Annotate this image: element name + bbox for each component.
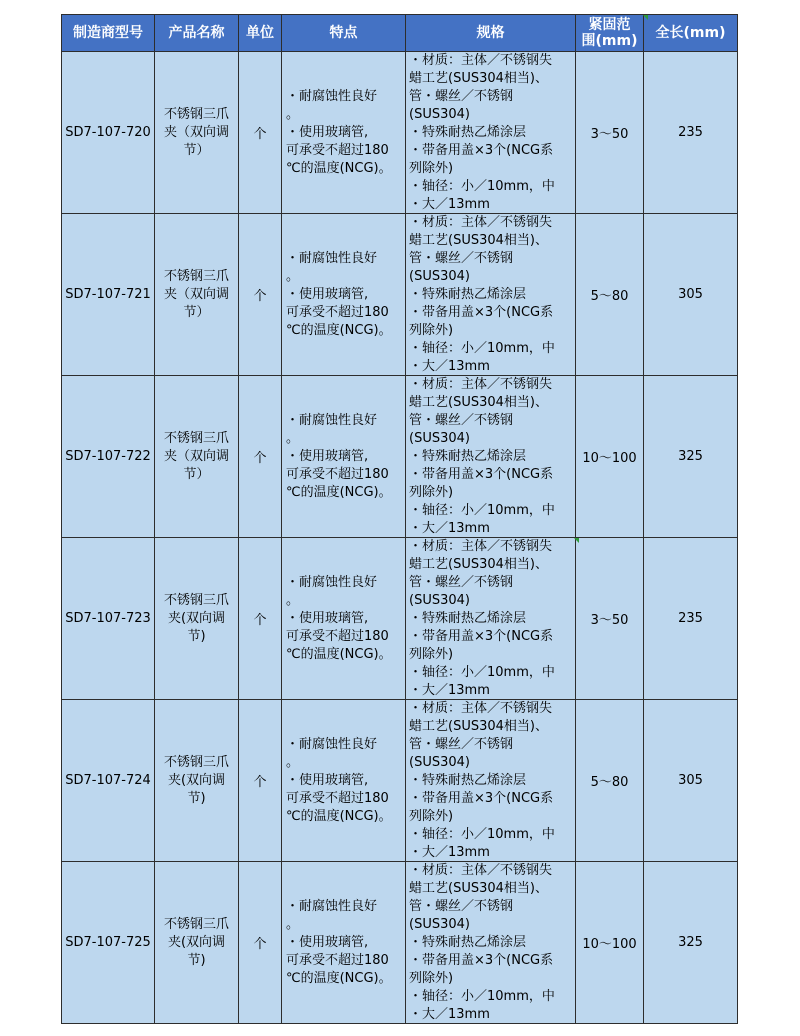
- table-row: [62, 52, 738, 214]
- spec-line: ・特殊耐热乙烯涂层: [409, 935, 527, 950]
- spec-line: 蜡工艺(SUS304相当)、: [409, 557, 548, 572]
- cell-unit: 个: [239, 700, 282, 862]
- cell-product-name: [155, 52, 239, 214]
- product-name-line: 节）: [183, 142, 210, 158]
- product-name-line: 夹(双向调: [167, 934, 226, 950]
- spec-line: ・特殊耐热乙烯涂层: [409, 287, 527, 302]
- table-row: [62, 538, 738, 700]
- spec-line: ・材质：主体／不锈钢失: [409, 215, 553, 230]
- product-name-line: 节): [187, 790, 206, 806]
- product-table: [61, 14, 738, 1024]
- comment-indicator-header: [643, 15, 648, 20]
- feature-line: 可承受不超过180: [286, 952, 389, 968]
- spec-line: (SUS304): [409, 917, 470, 932]
- header-clamp-range-line-1: 紧固范: [588, 17, 631, 33]
- spec-text: [409, 376, 575, 537]
- feature-line: 。: [286, 268, 300, 284]
- spec-line: ・带备用盖×3个(NCG系: [409, 791, 554, 806]
- header-specs: 规格: [406, 15, 576, 52]
- feature-line: 可承受不超过180: [286, 628, 389, 644]
- spec-line: 列除外): [409, 971, 454, 986]
- cell-specs: [406, 862, 576, 1024]
- feature-line: 。: [286, 106, 300, 122]
- product-name-line: 节): [187, 952, 206, 968]
- spec-line: ・材质：主体／不锈钢失: [409, 539, 553, 554]
- spec-line: ・轴径：小／10mm，中: [409, 989, 555, 1004]
- spec-line: ・特殊耐热乙烯涂层: [409, 125, 527, 140]
- feature-line: ・耐腐蚀性良好: [286, 574, 378, 590]
- cell-product-name: [155, 538, 239, 700]
- spec-line: 蜡工艺(SUS304相当)、: [409, 233, 548, 248]
- header-clamp-range-line-2: 围(mm): [581, 33, 638, 49]
- table-row: [62, 862, 738, 1024]
- spec-text: [409, 700, 575, 861]
- feature-line: ・使用玻璃管,: [286, 124, 369, 140]
- cell-unit: 个: [239, 376, 282, 538]
- spec-line: 蜡工艺(SUS304相当)、: [409, 719, 548, 734]
- spec-line: ・轴径：小／10mm，中: [409, 503, 555, 518]
- feature-line: ℃的温度(NCG)。: [286, 808, 392, 824]
- spec-line: ・材质：主体／不锈钢失: [409, 863, 553, 878]
- product-name-line: 不锈钢三爪: [163, 916, 229, 932]
- cell-clamp-range: 10～100: [576, 862, 644, 1024]
- spec-line: (SUS304): [409, 431, 470, 446]
- header-features: 特点: [282, 15, 406, 52]
- cell-model: SD7-107-721: [62, 214, 155, 376]
- spec-line: ・大／13mm: [409, 197, 490, 212]
- spec-text: [409, 862, 575, 1023]
- product-name-line: 不锈钢三爪: [163, 754, 229, 770]
- cell-product-name: [155, 376, 239, 538]
- spec-line: 蜡工艺(SUS304相当)、: [409, 881, 548, 896]
- spec-text: [409, 52, 575, 213]
- cell-total-length: 305: [644, 214, 738, 376]
- cell-specs: [406, 376, 576, 538]
- product-name-line: 夹(双向调: [167, 772, 226, 788]
- cell-features: [282, 376, 406, 538]
- table-row: [62, 700, 738, 862]
- spec-line: 蜡工艺(SUS304相当)、: [409, 71, 548, 86]
- cell-specs: [406, 538, 576, 700]
- spec-line: ・大／13mm: [409, 683, 490, 698]
- cell-total-length: 235: [644, 538, 738, 700]
- spec-line: 管・螺丝／不锈钢: [409, 413, 514, 428]
- header-row: [62, 15, 738, 52]
- cell-total-length: 305: [644, 700, 738, 862]
- feature-line: ℃的温度(NCG)。: [286, 970, 392, 986]
- spec-line: ・大／13mm: [409, 1007, 490, 1022]
- feature-line: ・使用玻璃管,: [286, 772, 369, 788]
- spec-line: 管・螺丝／不锈钢: [409, 899, 514, 914]
- feature-line: 可承受不超过180: [286, 304, 389, 320]
- spec-line: (SUS304): [409, 755, 470, 770]
- spec-line: ・带备用盖×3个(NCG系: [409, 629, 554, 644]
- feature-line: ・耐腐蚀性良好: [286, 88, 378, 104]
- product-name-line: 不锈钢三爪: [163, 430, 229, 446]
- spec-line: 蜡工艺(SUS304相当)、: [409, 395, 548, 410]
- product-name-line: 节）: [183, 304, 210, 320]
- cell-product-name: [155, 214, 239, 376]
- header-clamp-range: [576, 15, 644, 52]
- comment-indicator-cell: [574, 538, 579, 543]
- cell-features: [282, 700, 406, 862]
- cell-unit: 个: [239, 538, 282, 700]
- cell-unit: 个: [239, 862, 282, 1024]
- spec-line: (SUS304): [409, 593, 470, 608]
- cell-specs: [406, 700, 576, 862]
- cell-product-name: [155, 700, 239, 862]
- spec-line: ・带备用盖×3个(NCG系: [409, 305, 554, 320]
- spec-line: 列除外): [409, 323, 454, 338]
- cell-total-length: 325: [644, 862, 738, 1024]
- product-name-line: 节): [187, 628, 206, 644]
- product-name-line: 不锈钢三爪: [163, 592, 229, 608]
- spec-line: ・大／13mm: [409, 845, 490, 860]
- cell-model: SD7-107-723: [62, 538, 155, 700]
- feature-line: ℃的温度(NCG)。: [286, 160, 392, 176]
- cell-model: SD7-107-722: [62, 376, 155, 538]
- spec-line: ・带备用盖×3个(NCG系: [409, 143, 554, 158]
- feature-line: ・耐腐蚀性良好: [286, 250, 378, 266]
- spec-line: 管・螺丝／不锈钢: [409, 737, 514, 752]
- spec-line: ・大／13mm: [409, 521, 490, 536]
- product-name-line: 夹（双向调: [163, 124, 229, 140]
- spec-line: ・带备用盖×3个(NCG系: [409, 467, 554, 482]
- cell-features: [282, 862, 406, 1024]
- cell-model: SD7-107-725: [62, 862, 155, 1024]
- cell-specs: [406, 52, 576, 214]
- cell-total-length: 325: [644, 376, 738, 538]
- feature-line: 可承受不超过180: [286, 790, 389, 806]
- product-name-line: 不锈钢三爪: [163, 268, 229, 284]
- spec-line: 管・螺丝／不锈钢: [409, 89, 514, 104]
- feature-line: 。: [286, 592, 300, 608]
- table-row: [62, 376, 738, 538]
- feature-line: 。: [286, 430, 300, 446]
- feature-line: 可承受不超过180: [286, 142, 389, 158]
- cell-features: [282, 538, 406, 700]
- spec-line: 管・螺丝／不锈钢: [409, 575, 514, 590]
- cell-clamp-range: 3～50: [576, 52, 644, 214]
- spec-line: ・特殊耐热乙烯涂层: [409, 611, 527, 626]
- product-name-line: 夹（双向调: [163, 286, 229, 302]
- spec-line: ・轴径：小／10mm，中: [409, 665, 555, 680]
- spec-line: 列除外): [409, 809, 454, 824]
- feature-line: ・耐腐蚀性良好: [286, 898, 378, 914]
- header-total-length: 全长(mm): [644, 15, 738, 52]
- feature-line: 可承受不超过180: [286, 466, 389, 482]
- cell-model: SD7-107-720: [62, 52, 155, 214]
- spec-line: 列除外): [409, 161, 454, 176]
- cell-features: [282, 214, 406, 376]
- spec-line: ・轴径：小／10mm，中: [409, 827, 555, 842]
- feature-line: ・耐腐蚀性良好: [286, 412, 378, 428]
- spec-text: [409, 538, 575, 699]
- cell-specs: [406, 214, 576, 376]
- cell-model: SD7-107-724: [62, 700, 155, 862]
- cell-unit: 个: [239, 52, 282, 214]
- table-row: [62, 214, 738, 376]
- spec-line: ・大／13mm: [409, 359, 490, 374]
- spec-line: ・材质：主体／不锈钢失: [409, 701, 553, 716]
- cell-product-name: [155, 862, 239, 1024]
- feature-line: ・耐腐蚀性良好: [286, 736, 378, 752]
- spec-line: ・材质：主体／不锈钢失: [409, 53, 553, 68]
- spec-line: ・材质：主体／不锈钢失: [409, 377, 553, 392]
- feature-line: ℃的温度(NCG)。: [286, 646, 392, 662]
- cell-clamp-range: 10～100: [576, 376, 644, 538]
- feature-line: ・使用玻璃管,: [286, 934, 369, 950]
- product-name-line: 不锈钢三爪: [163, 106, 229, 122]
- spec-line: 列除外): [409, 485, 454, 500]
- feature-line: ℃的温度(NCG)。: [286, 484, 392, 500]
- spec-line: ・轴径：小／10mm，中: [409, 341, 555, 356]
- header-product-name: 产品名称: [155, 15, 239, 52]
- cell-clamp-range: 5～80: [576, 700, 644, 862]
- feature-line: 。: [286, 916, 300, 932]
- spec-line: (SUS304): [409, 269, 470, 284]
- cell-total-length: 235: [644, 52, 738, 214]
- cell-unit: 个: [239, 214, 282, 376]
- product-name-line: 夹（双向调: [163, 448, 229, 464]
- spec-text: [409, 214, 575, 375]
- feature-line: ・使用玻璃管,: [286, 610, 369, 626]
- header-unit: 单位: [239, 15, 282, 52]
- header-model: 制造商型号: [62, 15, 155, 52]
- feature-line: ・使用玻璃管,: [286, 286, 369, 302]
- feature-line: ・使用玻璃管,: [286, 448, 369, 464]
- cell-clamp-range: 5～80: [576, 214, 644, 376]
- feature-line: 。: [286, 754, 300, 770]
- feature-line: ℃的温度(NCG)。: [286, 322, 392, 338]
- cell-clamp-range: 3～50: [576, 538, 644, 700]
- spec-line: ・带备用盖×3个(NCG系: [409, 953, 554, 968]
- product-name-line: 节）: [183, 466, 210, 482]
- spec-line: ・轴径：小／10mm，中: [409, 179, 555, 194]
- spec-line: 管・螺丝／不锈钢: [409, 251, 514, 266]
- spec-line: (SUS304): [409, 107, 470, 122]
- spec-line: ・特殊耐热乙烯涂层: [409, 773, 527, 788]
- product-name-line: 夹(双向调: [167, 610, 226, 626]
- spec-line: ・特殊耐热乙烯涂层: [409, 449, 527, 464]
- spec-line: 列除外): [409, 647, 454, 662]
- cell-features: [282, 52, 406, 214]
